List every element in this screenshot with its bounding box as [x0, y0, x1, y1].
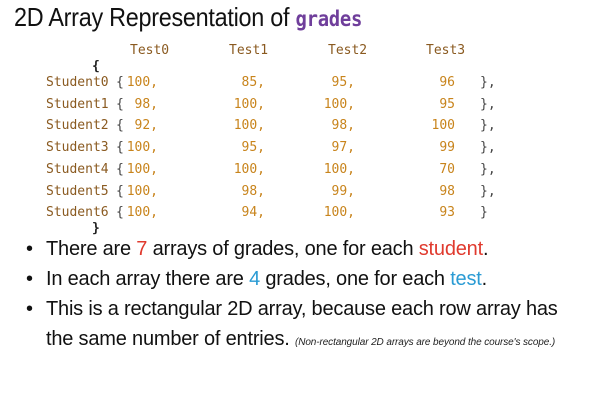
- grade-value: 96: [439, 75, 455, 90]
- bullet-text: .: [481, 268, 487, 290]
- row-close-brace: },: [480, 118, 496, 134]
- bullet-dot-icon: •: [26, 238, 33, 260]
- grade-value: 99,: [331, 183, 355, 199]
- bullet-text: the same number of entries.: [46, 328, 290, 350]
- array-close-brace: }: [92, 221, 100, 236]
- grade-value: 93: [439, 205, 455, 221]
- bullet-list: [26, 234, 596, 358]
- grade-value: 95: [439, 96, 455, 112]
- row-close-brace: },: [480, 183, 496, 199]
- bullet-text: This is a rectangular 2D array, because each row array has: [46, 298, 558, 320]
- title-code: grades: [295, 7, 363, 31]
- grade-value: 95,: [331, 75, 355, 90]
- column-header-test0: Test0: [130, 43, 170, 58]
- title-text: 2D Array Representation of: [14, 2, 296, 32]
- row-label: Student6: [46, 205, 109, 221]
- grade-value: 98,: [241, 183, 265, 199]
- row-label: Student2: [46, 118, 109, 134]
- grade-value: 100,: [126, 205, 158, 221]
- row-open-brace: {: [116, 140, 124, 156]
- column-header-test3: Test3: [426, 43, 466, 58]
- grade-value: 100,: [233, 96, 265, 112]
- grade-value: 95,: [241, 140, 265, 156]
- row-close-brace: },: [480, 75, 496, 90]
- grade-value: 100,: [126, 183, 158, 199]
- row-open-brace: {: [116, 205, 124, 221]
- row-label: Student0: [46, 75, 109, 90]
- student-word: student: [418, 238, 483, 260]
- grade-value: 100,: [323, 161, 355, 177]
- grade-value: 100: [431, 118, 455, 134]
- bullet-rectangular: [26, 294, 596, 358]
- grade-value: 100,: [323, 96, 355, 112]
- grade-value: 98,: [331, 118, 355, 134]
- grade-value: 98: [439, 183, 455, 199]
- student-count: 7: [136, 238, 148, 260]
- bullet-text: grades, one for each: [260, 268, 451, 290]
- row-label: Student1: [46, 96, 109, 112]
- slide-title: [14, 2, 362, 33]
- column-header-test1: Test1: [229, 43, 269, 58]
- bullet-text: arrays of grades, one for each: [147, 238, 419, 260]
- row-label: Student3: [46, 140, 109, 156]
- row-open-brace: {: [116, 161, 124, 177]
- bullet-dot-icon: •: [26, 298, 33, 320]
- grade-value: 99: [439, 140, 455, 156]
- row-close-brace: },: [480, 96, 496, 112]
- grade-value: 97,: [331, 140, 355, 156]
- row-open-brace: {: [116, 96, 124, 112]
- bullet-students: [26, 234, 596, 264]
- grade-value: 94,: [241, 205, 265, 221]
- grade-value: 100,: [126, 140, 158, 156]
- grade-value: 100,: [126, 75, 158, 90]
- bullet-text: .: [482, 238, 489, 260]
- grade-value: 85,: [241, 75, 265, 90]
- grade-value: 100,: [126, 161, 158, 177]
- row-label: Student5: [46, 183, 109, 199]
- array-open-brace: {: [92, 59, 100, 74]
- row-close-brace: },: [480, 161, 496, 177]
- grade-value: 98,: [134, 96, 158, 112]
- row-label: Student4: [46, 161, 109, 177]
- test-count: 4: [249, 268, 261, 290]
- grade-value: 100,: [233, 118, 265, 134]
- bullet-text: In each array there are: [46, 268, 250, 290]
- row-open-brace: {: [116, 75, 124, 90]
- grade-value: 100,: [233, 161, 265, 177]
- bullet-tests: [26, 264, 596, 294]
- bullet-text: There are: [46, 238, 137, 260]
- column-header-test2: Test2: [328, 43, 368, 58]
- test-word: test: [450, 268, 482, 290]
- bullet-dot-icon: •: [26, 268, 33, 290]
- row-open-brace: {: [116, 183, 124, 199]
- row-open-brace: {: [116, 118, 124, 134]
- row-close-brace: },: [480, 140, 496, 156]
- grade-value: 92,: [134, 118, 158, 134]
- grade-value: 70: [439, 161, 455, 177]
- grade-value: 100,: [323, 205, 355, 221]
- row-close-brace: }: [480, 205, 488, 221]
- scope-note: (Non-rectangular 2D arrays are beyond the course's scope.): [294, 337, 556, 348]
